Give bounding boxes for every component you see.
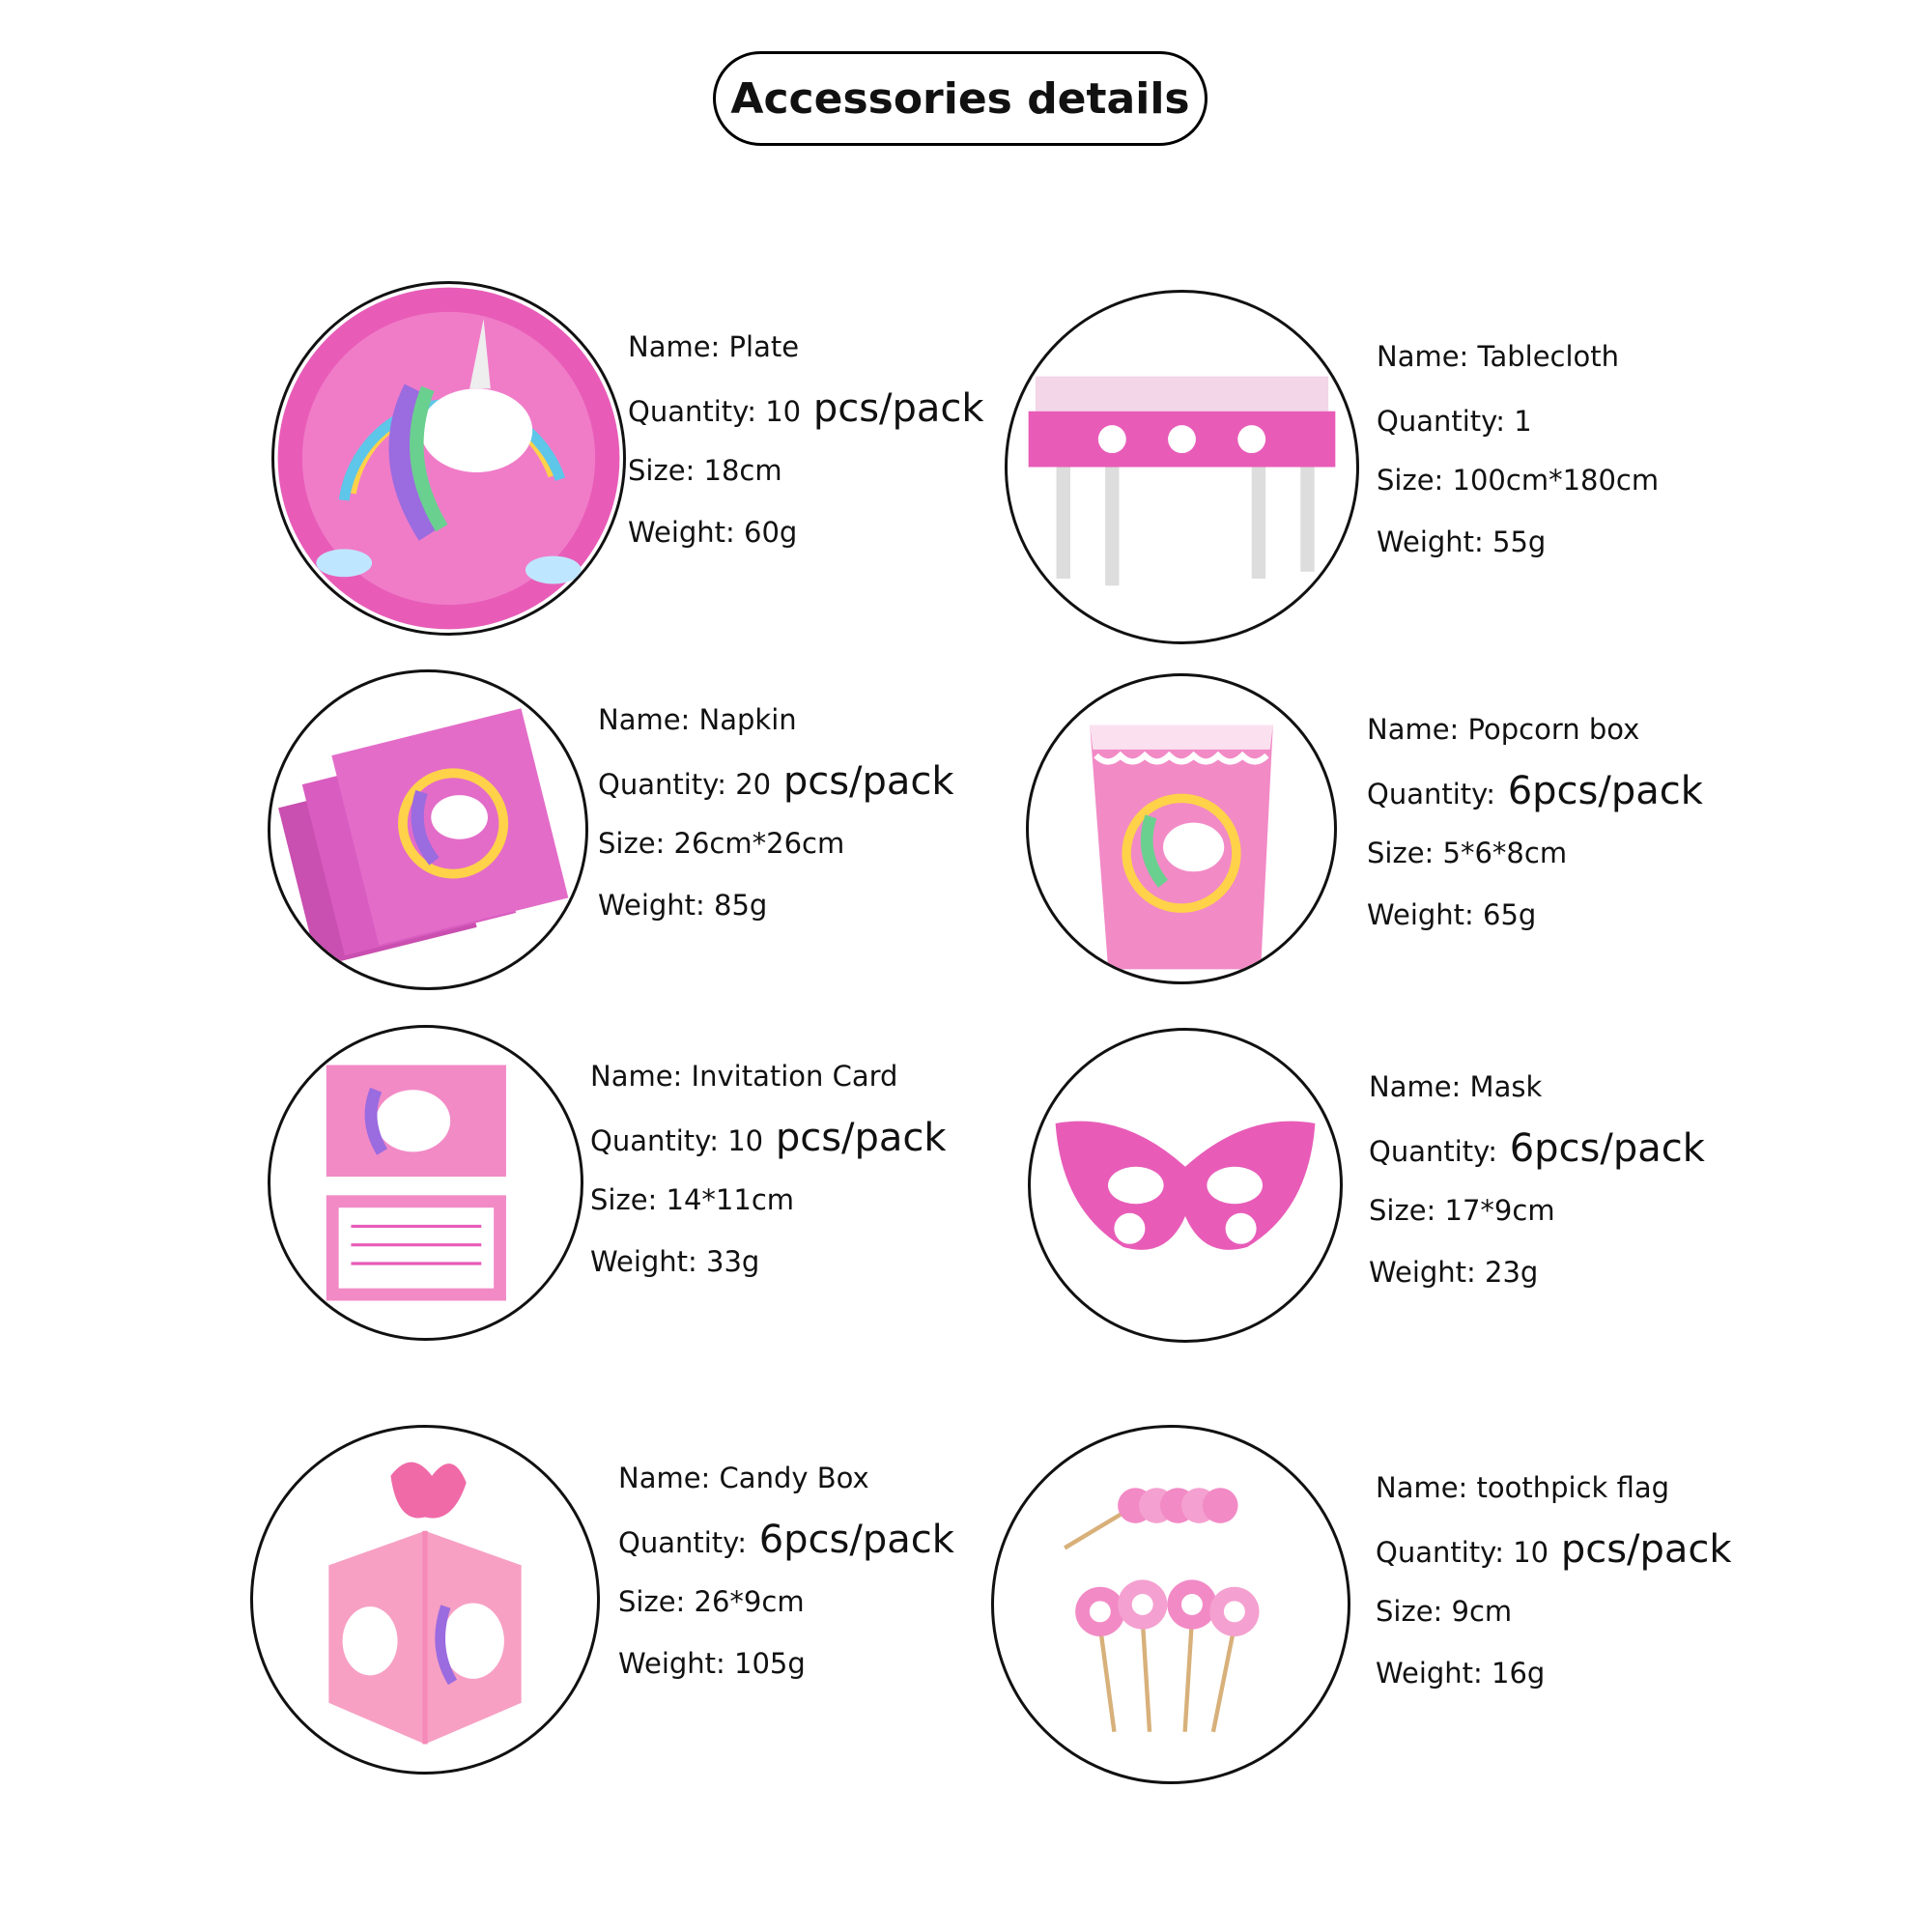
item-name: Name: Invitation Card [590, 1060, 898, 1093]
toothpick-flag-icon [991, 1425, 1350, 1784]
item-size: Size: 14*11cm [590, 1183, 795, 1216]
item-napkin-details [598, 689, 954, 936]
item-name: Name: Tablecloth [1377, 340, 1620, 373]
quantity-label: Quantity: [1369, 1135, 1497, 1168]
item-size: Size: 18cm [628, 454, 782, 487]
item-popcorn-box-details [1367, 698, 1703, 946]
item-weight: Weight: 16g [1376, 1657, 1546, 1690]
item-mask-details [1369, 1056, 1705, 1303]
quantity-unit: pcs/pack [763, 1116, 947, 1160]
item-quantity [618, 1509, 954, 1571]
popcorn-box-icon [1026, 673, 1337, 984]
item-size: Size: 9cm [1376, 1595, 1513, 1628]
item-quantity [628, 378, 984, 440]
item-plate-details [628, 316, 984, 563]
plate-icon [271, 281, 626, 636]
quantity-label: Quantity: [618, 1526, 747, 1559]
item-size: Size: 100cm*180cm [1377, 464, 1660, 497]
quantity-label: Quantity: 10 [590, 1124, 764, 1157]
item-name: Name: toothpick flag [1376, 1471, 1670, 1504]
quantity-unit: 6pcs/pack [746, 1518, 954, 1562]
item-quantity [1367, 760, 1703, 822]
item-tablecloth-details [1377, 326, 1659, 573]
quantity-unit: 6pcs/pack [1496, 1126, 1705, 1171]
item-weight: Weight: 60g [628, 516, 798, 549]
item-weight: Weight: 105g [618, 1647, 806, 1680]
item-quantity [1369, 1118, 1705, 1179]
item-weight: Weight: 23g [1369, 1256, 1539, 1289]
item-weight: Weight: 55g [1377, 526, 1547, 558]
quantity-label: Quantity: [1367, 778, 1495, 810]
invitation-card-icon [268, 1025, 583, 1341]
item-weight: Weight: 33g [590, 1245, 760, 1278]
quantity-unit: 6pcs/pack [1494, 769, 1703, 813]
quantity-label: Quantity: 20 [598, 768, 772, 801]
item-name: Name: Popcorn box [1367, 713, 1640, 746]
item-size: Size: 26*9cm [618, 1585, 805, 1618]
mask-icon [1028, 1028, 1343, 1343]
item-quantity [1376, 1519, 1732, 1580]
candy-box-icon [250, 1425, 600, 1775]
item-size: Size: 5*6*8cm [1367, 837, 1568, 869]
quantity-label: Quantity: 10 [628, 395, 802, 428]
item-weight: Weight: 65g [1367, 898, 1537, 931]
item-size: Size: 26cm*26cm [598, 827, 845, 860]
napkin-icon [268, 669, 588, 990]
quantity-unit: pcs/pack [1548, 1527, 1732, 1572]
item-size: Size: 17*9cm [1369, 1194, 1555, 1227]
quantity-unit: pcs/pack [771, 759, 954, 804]
item-name: Name: Candy Box [618, 1462, 869, 1494]
item-weight: Weight: 85g [598, 889, 768, 922]
quantity-label: Quantity: 1 [1377, 405, 1532, 438]
item-quantity [590, 1107, 947, 1169]
item-candy-box-details [618, 1447, 954, 1694]
item-name: Name: Plate [628, 330, 800, 363]
item-name: Name: Mask [1369, 1070, 1543, 1103]
page-title: Accessories details [713, 51, 1208, 146]
item-invitation-card-details [590, 1045, 947, 1293]
item-toothpick-flag-details [1376, 1457, 1732, 1704]
tablecloth-icon [1005, 290, 1359, 644]
quantity-label: Quantity: 10 [1376, 1536, 1549, 1569]
item-quantity [1377, 387, 1659, 449]
item-quantity [598, 751, 954, 812]
quantity-unit: pcs/pack [801, 386, 984, 431]
item-name: Name: Napkin [598, 703, 797, 736]
